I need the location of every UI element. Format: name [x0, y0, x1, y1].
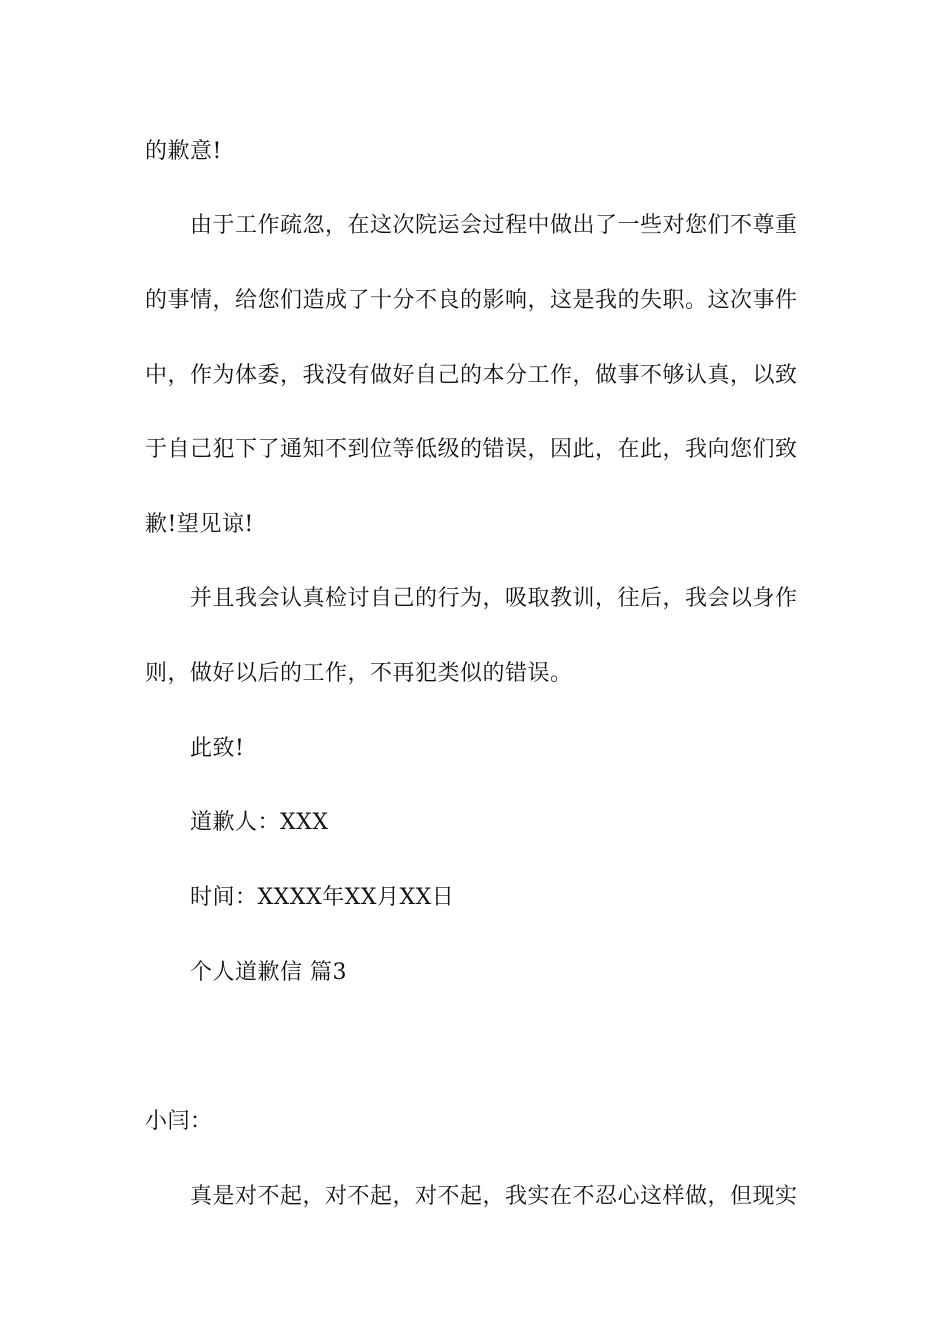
date-line: 时间：XXXX年XX月XX日 [190, 885, 455, 910]
signature-line: 道歉人：XXX [190, 810, 329, 835]
text-line: 则，做好以后的工作，不再犯类似的错误。 [145, 661, 573, 686]
text-line: 的歉意! [145, 139, 222, 164]
closing-line: 此致! [190, 736, 245, 761]
text-line: 真是对不起，对不起，对不起，我实在不忍心这样做，但现实 [190, 1184, 798, 1209]
text-line: 歉!望见谅! [145, 512, 254, 537]
text-line: 于自己犯下了通知不到位等低级的错误，因此，在此，我向您们致 [145, 437, 798, 462]
text-line: 的事情，给您们造成了十分不良的影响，这是我的失职。这次事件 [145, 288, 798, 313]
salutation-line: 小闫： [145, 1109, 213, 1134]
text-line: 由于工作疏忽，在这次院运会过程中做出了一些对您们不尊重 [190, 213, 798, 238]
text-line: 并且我会认真检讨自己的行为，吸取教训，往后，我会以身作 [190, 586, 798, 611]
text-line: 中，作为体委，我没有做好自己的本分工作，做事不够认真，以致 [145, 363, 798, 388]
section-heading: 个人道歉信 篇3 [190, 960, 347, 985]
